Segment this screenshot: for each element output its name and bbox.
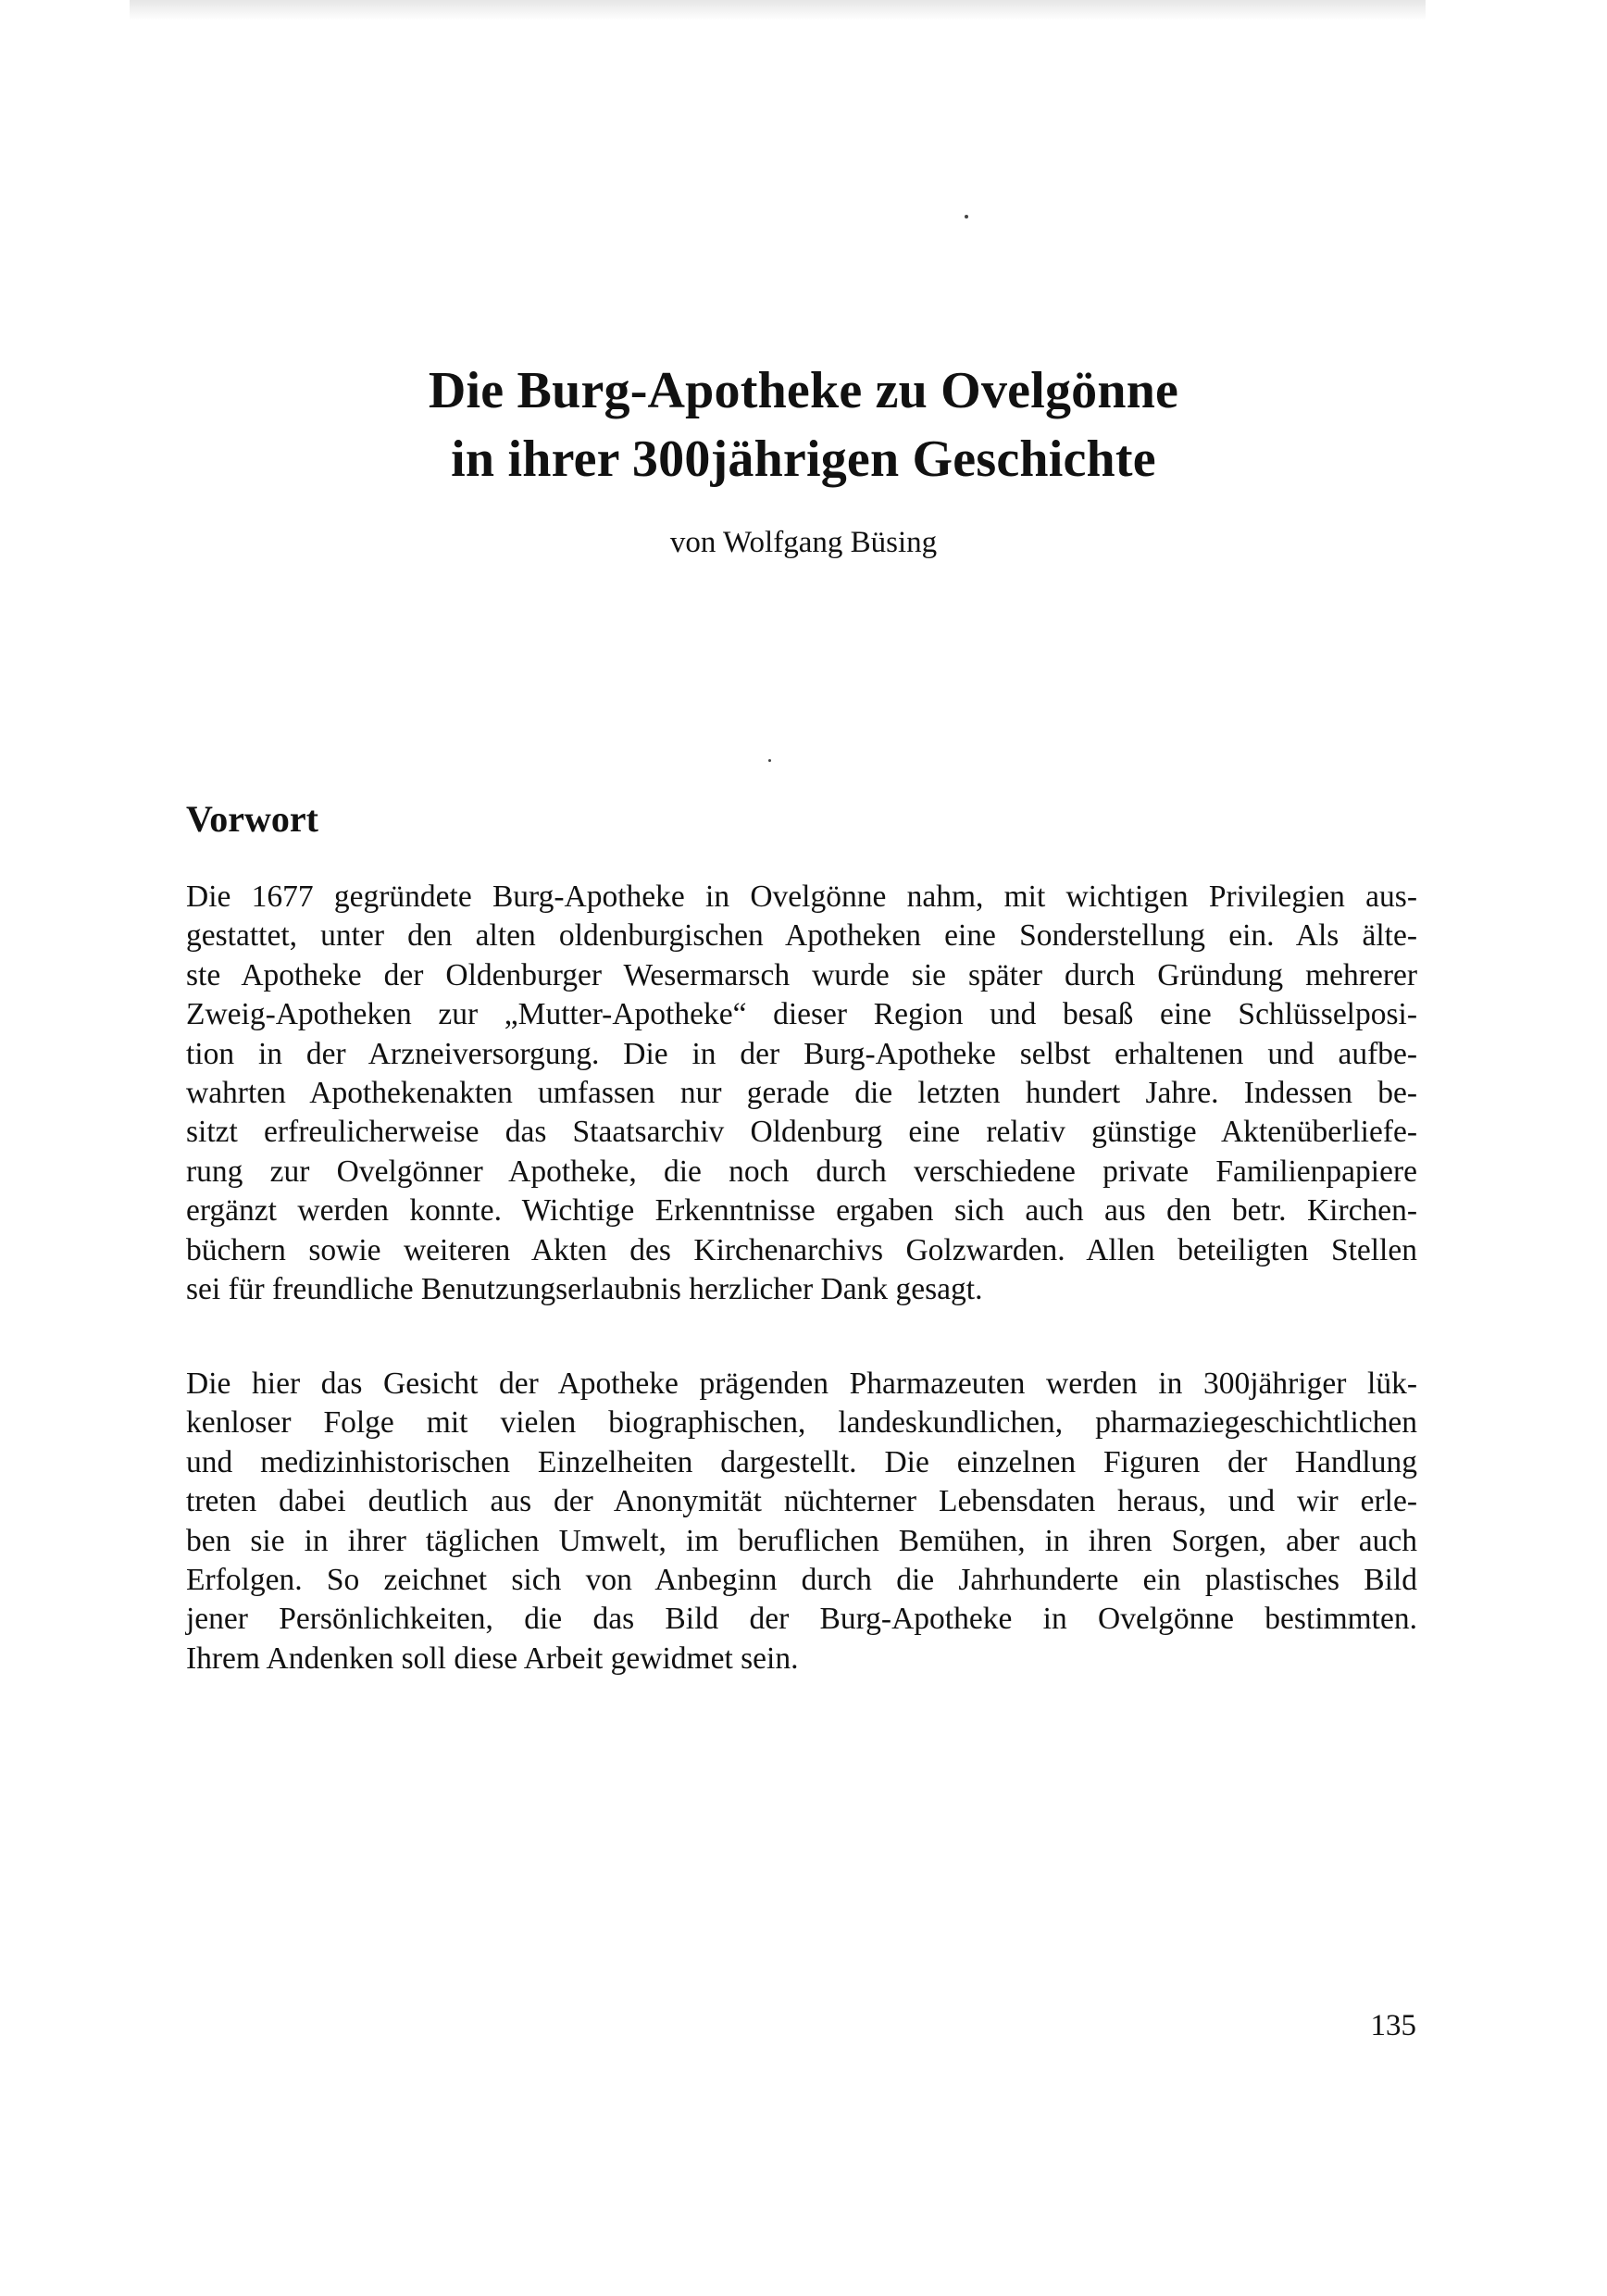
paragraph-line: rung zur Ovelgönner Apotheke, die noch durch verschiedene private Familienpapiere <box>186 1154 1417 1189</box>
article-title-line-1: Die Burg-Apotheke zu Ovelgönne <box>428 362 1179 419</box>
paragraph-line: ste Apotheke der Oldenburger Wesermarsch wurde sie später durch Gründung mehrerer <box>186 957 1417 992</box>
article-title-line-2: in ihrer 300jährigen Geschichte <box>451 430 1156 488</box>
paragraph-1 <box>186 878 1417 1309</box>
paragraph-line: Die hier das Gesicht der Apotheke prägenden Pharmazeuten werden in 300jähriger lük- <box>186 1366 1417 1401</box>
paragraph-line: ben sie in ihrer täglichen Umwelt, im beruflichen Bemühen, in ihren Sorgen, aber auch <box>186 1523 1417 1558</box>
paragraph-line: sei für freundliche Benutzungserlaubnis herzlicher Dank gesagt. <box>186 1272 983 1307</box>
paragraph-line: büchern sowie weiteren Akten des Kirchenarchivs Golzwarden. Allen beteiligten Stellen <box>186 1232 1417 1267</box>
section-heading: Vorwort <box>186 798 318 840</box>
paragraph-line: jener Persönlichkeiten, die das Bild der Burg-Apotheke in Ovelgönne bestimmten. <box>186 1602 1417 1637</box>
paragraph-line: kenloser Folge mit vielen biographischen, landeskundlichen, pharmaziegeschichtlichen <box>186 1405 1417 1441</box>
scan-top-edge <box>130 0 1426 20</box>
paragraph-line: Zweig-Apotheken zur „Mutter-Apotheke“ dieser Region und besaß eine Schlüsselposi- <box>186 997 1417 1032</box>
paragraph-line: treten dabei deutlich aus der Anonymität nüchterner Lebensdaten heraus, und wir erle- <box>186 1484 1417 1519</box>
paragraph-line: gestattet, unter den alten oldenburgischen Apotheken eine Sonderstellung ein. Als älte- <box>186 918 1417 954</box>
paragraph-line: wahrten Apothekenakten umfassen nur gerade die letzten hundert Jahre. Indessen be- <box>186 1076 1417 1111</box>
paragraph-line: tion in der Arzneiversorgung. Die in der Burg-Apotheke selbst erhaltenen und aufbe- <box>186 1036 1417 1071</box>
scan-speck <box>965 215 968 218</box>
paragraph-2 <box>186 1365 1417 1678</box>
paragraph-line: ergänzt werden konnte. Wichtige Erkenntnisse ergaben sich auch aus den betr. Kirchen- <box>186 1193 1417 1229</box>
paragraph-line: Erfolgen. So zeichnet sich von Anbeginn durch die Jahrhunderte ein plastisches Bild <box>186 1563 1417 1598</box>
scan-speck <box>768 759 771 762</box>
paragraph-line: sitzt erfreulicherweise das Staatsarchiv Oldenburg eine relativ günstige Aktenüberliefe- <box>186 1115 1417 1150</box>
paragraph-line: und medizinhistorischen Einzelheiten dargestellt. Die einzelnen Figuren der Handlung <box>186 1444 1417 1479</box>
page-number: 135 <box>1370 2009 1416 2042</box>
paragraph-line: Die 1677 gegründete Burg-Apotheke in Ovelgönne nahm, mit wichtigen Privilegien aus- <box>186 880 1417 914</box>
article-author: von Wolfgang Büsing <box>669 526 938 559</box>
article-title <box>185 356 1422 493</box>
paragraph-line: Ihrem Andenken soll diese Arbeit gewidmet sein. <box>186 1641 799 1676</box>
